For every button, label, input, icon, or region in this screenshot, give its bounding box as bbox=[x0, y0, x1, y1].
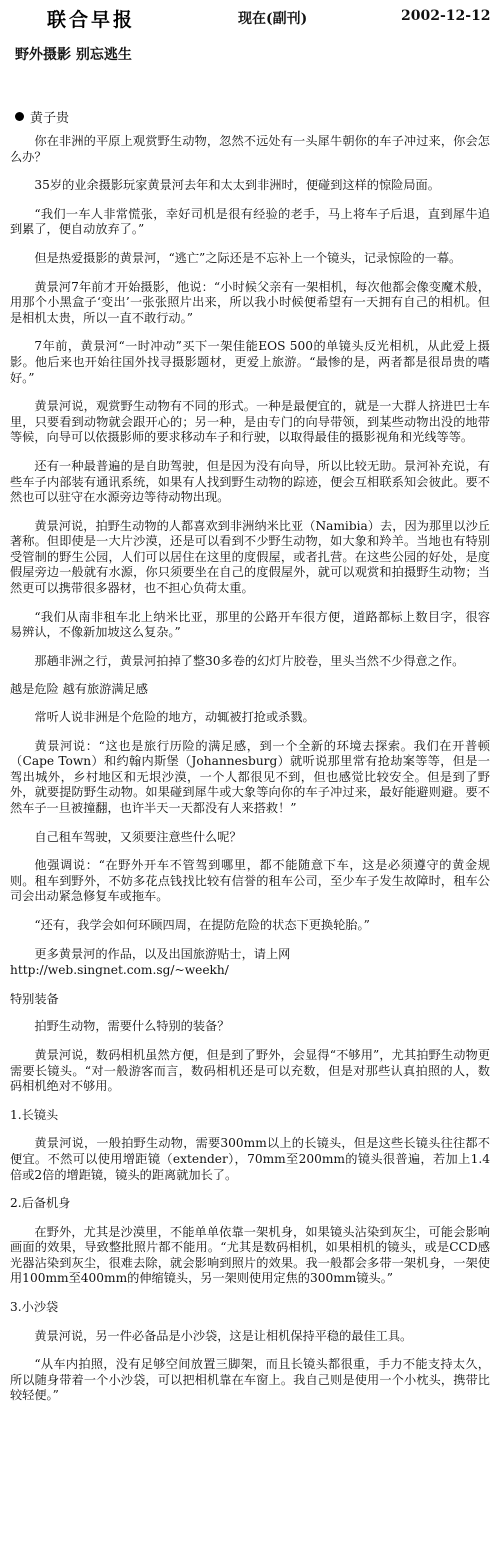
paragraph: 那趟非洲之行，黄景河拍掉了整30多卷的幻灯片胶卷，里头当然不少得意之作。 bbox=[34, 653, 465, 668]
paragraph: 黄景河说：“这也是旅行历险的满足感，到一个全新的环境去探索。我们在开普顿（Cape Town）和约翰内斯堡（Johannesburg）就听说那里常有抢劫案等等，但是一驾出城外，乡村地区和无垠沙漠，一个人都很见不到，但也感觉比较安全。但是到了野外，就要提防野生动物。如果碰到犀牛或大象等向你的车子冲过来，最好能避则避。要不然车子一旦被撞翻，也许半天一天都没有人来搭救！” bbox=[10, 738, 490, 815]
section-name: 现在(副刊) bbox=[238, 11, 308, 27]
paragraph: 黄景河说，观赏野生动物有不同的形式。一种是最便宜的，就是一大群人挤进巴士车里，只要看到动物就会跟开心的；另一种，是由专门的向导带领，到某些动物出没的地带等候，向导可以依摄影师的要求移动车子和行驶，以取得最佳的摄影视角和光线等等。 bbox=[10, 399, 490, 445]
paragraph: 还有一种最普遍的是自助驾驶，但是因为没有向导，所以比较无助。景河补充说，有些车子内部装有通讯系统，如果有人找到野生动物的踪迹，便会互相联系知会彼此。要不然也可以驻守在水源旁边等待动物出现。 bbox=[10, 458, 490, 505]
paragraph: “从车内拍照，没有足够空间放置三脚架，而且长镜头都很重，手力不能支持太久，所以随身带着一个小沙袋，可以把相机靠在车窗上。我自己则是使用一个小枕头，携带比较轻便。” bbox=[10, 1357, 490, 1403]
paragraph: 黄景河说，拍野生动物的人都喜欢到非洲纳米比亚（Namibia）去，因为那里以沙丘著称。但即使是一大片沙漠，还是可以看到不少野生动物，如大象和羚羊。当地也有特别受管制的野生公园，人们可以居住在这里的度假屋，或者扎营。在这些公园的好处，是度假屋旁边一般就有水源，你只须要坐在自己的度假屋外，就可以观赏和拍摄野生动物；当然更可以携带很多器材，也不担心负荷太重。 bbox=[10, 518, 490, 596]
article-body bbox=[10, 134, 490, 1417]
list-item-title: 2.后备机身 bbox=[10, 1196, 71, 1211]
bullet-icon bbox=[15, 112, 24, 121]
paragraph: 自己租车驾驶，又须要注意些什么呢？ bbox=[34, 829, 242, 844]
paragraph: 黄景河说，一般拍野生动物，需要300mm以上的长镜头，但是这些长镜头往往都不便宜。不然可以使用增距镜（extender），70mm至200mm的镜头很普遍，若加上1.4倍或2倍的增距镜，镜头的距离就加长了。 bbox=[10, 1136, 490, 1182]
paragraph: “我们一车人非常慌张，幸好司机是很有经验的老手，马上将车子后退，直到犀牛追到累了，便自动放弃了。” bbox=[10, 206, 490, 237]
paragraph: “我们从南非租车北上纳米比亚，那里的公路开车很方便，道路都标上数目字，很容易辨认，不像新加坡这么复杂。” bbox=[10, 609, 490, 640]
website-link[interactable]: http://web.singnet.com.sg/~weekh/ bbox=[10, 963, 229, 978]
newspaper-logo bbox=[47, 6, 135, 30]
article-headline: 野外摄影 别忘逃生 bbox=[15, 47, 132, 63]
paragraph: 你在非洲的平原上观赏野生动物，忽然不远处有一头犀牛朝你的车子冲过来，你会怎么办？ bbox=[10, 134, 490, 164]
issue-date: 2002-12-12 bbox=[401, 8, 491, 24]
paragraph: 黄景河说，另一件必备品是小沙袋，这是让相机保持平稳的最佳工具。 bbox=[34, 1328, 413, 1343]
paragraph: 7年前，黄景河“一时冲动”买下一架佳能EOS 500的单镜头反光相机，从此爱上摄影。他后来也开始往国外找寻摄影题材，更爱上旅游。“最惨的是，两者都是很昂贵的嗜好。” bbox=[10, 339, 490, 385]
paragraph: 常听人说非洲是个危险的地方，动辄被打抢或杀戮。 bbox=[34, 710, 315, 725]
paragraph: 在野外，尤其是沙漠里，不能单单依靠一架机身，如果镜头沾染到灰尘，可能会影响画面的效果，导致整批照片都不能用。“尤其是数码相机，如果相机的镜头，或是CCD感光器沾染到灰尘，很难去除，就会影响到照片的效果。我一般都会多带一架机身，一架使用100mm至400mm的伸缩镜头，另一架则使用定焦的300mm镜头。” bbox=[10, 1224, 490, 1286]
paragraph: 更多黄景河的作品，以及出国旅游贴士，请上网 bbox=[34, 946, 291, 961]
author-name: 黄子贵 bbox=[30, 111, 70, 126]
page-header bbox=[0, 0, 499, 34]
list-item-title: 3.小沙袋 bbox=[10, 1300, 59, 1315]
list-item-title: 1.长镜头 bbox=[10, 1107, 59, 1122]
paragraph: 他强调说：“在野外开车不管驾到哪里，都不能随意下车，这是必须遵守的黄金规则。租车到野外，不妨多花点钱找比较有信誉的租车公司，至少车子发生故障时，租车公司会出动紧急修复车或拖车。 bbox=[10, 858, 490, 904]
section-heading: 越是危险 越有旅游满足感 bbox=[10, 682, 148, 697]
newspaper-name: 联合早报 bbox=[47, 8, 136, 31]
paragraph: “还有，我学会如何环顾四周，在提防危险的状态下更换轮胎。” bbox=[34, 917, 370, 932]
paragraph: 拍野生动物，需要什么特别的装备？ bbox=[34, 1019, 230, 1034]
paragraph: 但是热爱摄影的黄景河，“逃亡”之际还是不忘补上一个镜头，记录惊险的一幕。 bbox=[34, 250, 462, 265]
section-heading: 特别装备 bbox=[10, 991, 59, 1006]
byline bbox=[15, 107, 69, 126]
paragraph: 黄景河说，数码相机虽然方便，但是到了野外，会显得“不够用”，尤其拍野生动物更需要长镜头。“对一般游客而言，数码相机还是可以充数，但是对那些认真拍照的人，数码相机绝对不够用。 bbox=[10, 1047, 490, 1094]
paragraph: 黄景河7年前才开始摄影，他说：“小时候父亲有一架相机，每次他都会像变魔术般，用那个小黑盒子‘变出’一张张照片出来，所以我小时候便希望有一天拥有自己的相机。但是相机太贵，所以一直不敢行动。” bbox=[10, 279, 490, 325]
paragraph: 35岁的业余摄影玩家黄景河去年和太太到非洲时，便碰到这样的惊险局面。 bbox=[34, 178, 440, 193]
